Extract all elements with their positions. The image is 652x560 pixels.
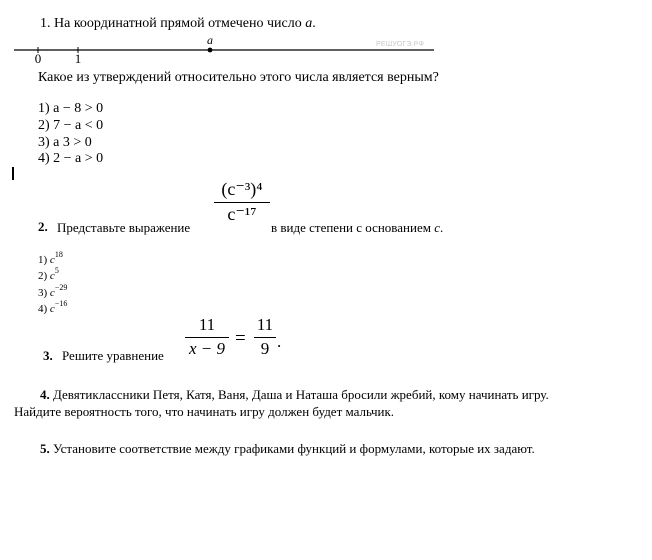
q4-line-2: Найдите вероятность того, что начинать игру должен будет мальчик. [14,404,395,419]
q1-option-4: 4) 2 − a > 0 [38,151,104,166]
q3-number: 3. [43,348,53,363]
number-line [14,36,434,66]
q1-option-3: 3) a 3 > 0 [38,135,92,150]
q5-line [40,441,535,457]
q2-option-4-base: c [49,303,55,315]
q5-text: Установите соответствие между графиками функций и формулами, которые их задают. [53,441,535,456]
watermark: РЕШУОГЭ.РФ [376,41,425,48]
q3-lhs-numerator: 11 [198,315,216,334]
q2-option-2-base: c [49,270,55,282]
q3-rhs-denominator: 9 [260,338,270,358]
q2-text-after [271,220,443,236]
q2-option-1-exp: 18 [54,250,63,259]
q1-option-2: 2) 7 − a < 0 [38,118,104,133]
point-a-marker [208,48,213,53]
q2-option-4-exp: −16 [54,299,68,308]
q2-option-1 [38,250,63,266]
q1-var: a [305,16,313,31]
point-a-label: a [207,36,213,47]
q2-option-3-prefix: 3) [38,287,50,299]
q2-text-before: Представьте выражение [57,220,191,235]
q3-rhs-fraction [254,316,276,358]
q3-rhs-numerator: 11 [256,315,274,334]
q2-option-1-base: c [49,254,55,266]
q2-option-3 [38,283,68,299]
q2-fraction-bar [214,202,270,203]
q3-rhs-bar [254,337,276,338]
axis-label-one: 1 [74,51,82,66]
q2-option-3-exp: −29 [54,283,68,292]
q1-question: Какое из утверждений относительно этого числа является верным? [38,70,439,85]
q1-text: На координатной прямой отмечено число [54,16,306,31]
q3-lhs-bar [185,337,229,338]
q2-option-1-prefix: 1) [38,254,50,266]
q4-text-1: Девятиклассники Петя, Катя, Ваня, Даша и Наташа бросили жребий, кому начинать игру. [53,387,549,402]
q3-equals: = [235,328,246,349]
q2-option-2 [38,266,59,282]
text-cursor [12,167,14,180]
q5-number: 5. [40,441,50,456]
q3-end: . [277,332,282,351]
q2-expr-numerator: (c⁻³)⁴ [221,179,263,199]
q2-expr-denominator: c⁻¹⁷ [227,203,257,224]
q2-option-4-prefix: 4) [38,303,50,315]
q1-number: 1. [40,16,51,31]
q2-text-after-end: . [439,220,444,235]
q3-lhs-denominator: x − 9 [188,338,226,358]
q4-number: 4. [40,387,50,402]
axis-label-zero: 0 [34,51,42,66]
q2-option-3-base: c [49,287,55,299]
q4-line-1 [40,387,549,403]
q3-lhs-fraction [185,316,229,358]
q2-option-2-prefix: 2) [38,270,50,282]
q2-expression [214,180,270,225]
q1-option-1: 1) a − 8 > 0 [38,101,104,116]
q1-title [40,16,316,32]
q2-option-2-exp: 5 [54,266,59,275]
q2-text-after-var: c [434,220,440,235]
q2-option-4 [38,299,68,315]
q3-text: Решите уравнение [62,348,164,363]
q1-text-end: . [312,16,316,31]
q2-text-after-main: в виде степени с основанием [271,220,435,235]
q2-number: 2. [38,219,48,234]
